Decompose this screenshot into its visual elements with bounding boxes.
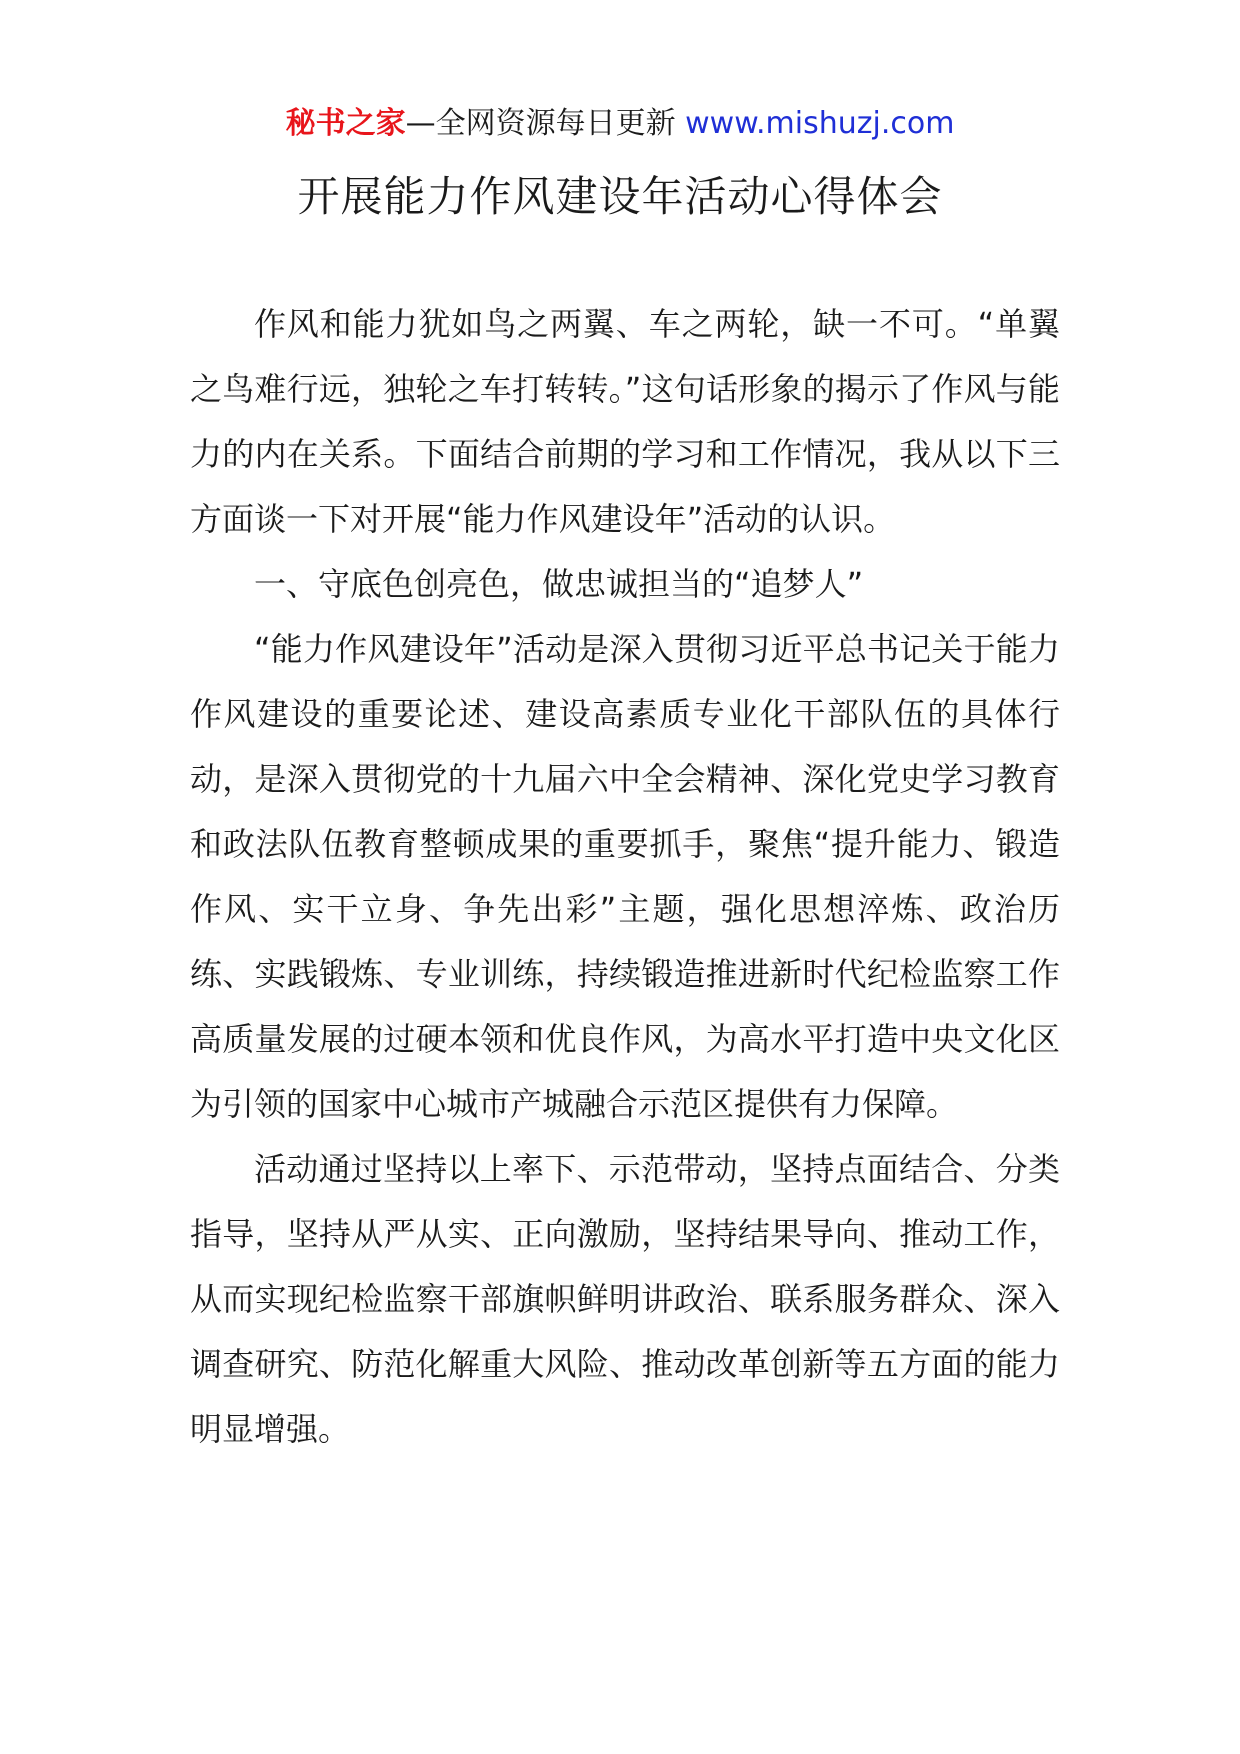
header-tagline: —全网资源每日更新	[405, 106, 686, 141]
body-paragraph: “能力作风建设年”活动是深入贯彻习近平总书记关于能力作风建设的重要论述、建设高素质专业化干部队伍的具体行动，是深入贯彻党的十九届六中全会精神、深化党史学习教育和政法队伍教育整顿成果的重要抓手，聚焦“提升能力、锻造作风、实干立身、争先出彩”主题，强化思想淬炼、政治历练、实践锻炼、专业训练，持续锻造推进新时代纪检监察工作高质量发展的过硬本领和优良作风，为高水平打造中央文化区为引领的国家中心城市产城融合示范区提供有力保障。	[190, 630, 1060, 1123]
document-body	[190, 292, 1060, 1462]
section-heading: 一、守底色创亮色，做忠诚担当的“追梦人”	[254, 565, 864, 603]
body-paragraph: 活动通过坚持以上率下、示范带动，坚持点面结合、分类指导，坚持从严从实、正向激励，坚持结果导向、推动工作，从而实现纪检监察干部旗帜鲜明讲政治、联系服务群众、深入调查研究、防范化解重大风险、推动改革创新等五方面的能力明显增强。	[190, 1150, 1060, 1448]
intro-paragraph: 作风和能力犹如鸟之两翼、车之两轮，缺一不可。“单翼之鸟难行远，独轮之车打转转。”这句话形象的揭示了作风与能力的内在关系。下面结合前期的学习和工作情况，我从以下三方面谈一下对开展“能力作风建设年”活动的认识。	[190, 305, 1060, 538]
document-title: 开展能力作风建设年活动心得体会	[297, 172, 943, 221]
brand-name: 秘书之家	[285, 106, 406, 141]
site-header	[0, 100, 1240, 148]
site-url-link[interactable]: www.mishuzj.com	[685, 106, 955, 141]
